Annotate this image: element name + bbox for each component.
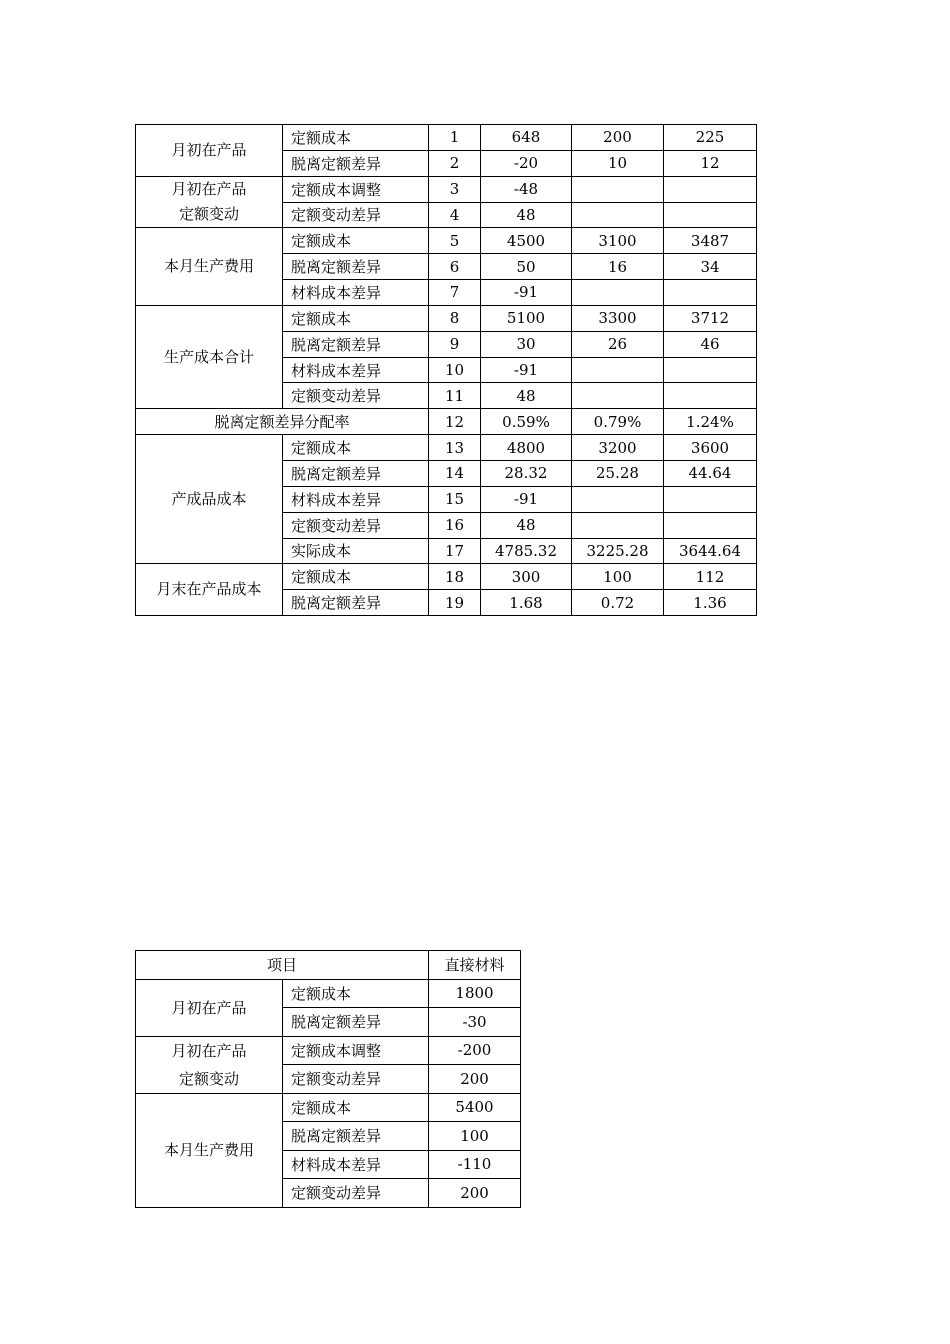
value-cell: 200 [572, 125, 664, 151]
row-number-cell: 19 [429, 590, 481, 616]
value-cell: 46 [664, 331, 757, 357]
item-cell: 定额成本 [283, 979, 429, 1008]
value-cell: -48 [481, 176, 572, 202]
value-cell: 3225.28 [572, 538, 664, 564]
row-number-cell: 5 [429, 228, 481, 254]
row-number-cell: 11 [429, 383, 481, 409]
value-cell: 3100 [572, 228, 664, 254]
value-cell: 16 [572, 254, 664, 280]
value-cell: 0.59% [481, 409, 572, 435]
header-item-cell: 项目 [136, 951, 429, 980]
value-cell: 4800 [481, 435, 572, 461]
value-cell: -200 [429, 1036, 521, 1065]
group-label-cell [136, 125, 283, 177]
value-cell: 100 [572, 564, 664, 590]
row-number-cell: 16 [429, 512, 481, 538]
value-cell: 5400 [429, 1093, 521, 1122]
value-cell: 28.32 [481, 460, 572, 486]
group-label-cell [136, 176, 283, 228]
value-cell: 3644.64 [664, 538, 757, 564]
value-cell: -110 [429, 1150, 521, 1179]
group-label-line: 定额变动 [178, 205, 239, 224]
row-number-cell: 4 [429, 202, 481, 228]
table-row [136, 409, 757, 435]
value-cell: 648 [481, 125, 572, 151]
value-cell [572, 383, 664, 409]
item-cell: 定额成本调整 [283, 176, 429, 202]
value-cell [572, 280, 664, 306]
item-cell: 定额成本 [283, 305, 429, 331]
group-label-cell [136, 305, 283, 408]
row-number-cell: 8 [429, 305, 481, 331]
table-row [136, 125, 757, 151]
group-label-cell [136, 1036, 283, 1093]
value-cell: 3300 [572, 305, 664, 331]
row-number-cell: 12 [429, 409, 481, 435]
item-cell: 脱离定额差异 [283, 1008, 429, 1037]
value-cell: 1.68 [481, 590, 572, 616]
value-cell: -91 [481, 357, 572, 383]
group-label-line: 本月生产费用 [163, 1141, 254, 1159]
item-cell: 材料成本差异 [283, 357, 429, 383]
value-cell: 0.79% [572, 409, 664, 435]
value-cell [664, 383, 757, 409]
item-cell: 定额成本调整 [283, 1036, 429, 1065]
item-cell: 定额成本 [283, 228, 429, 254]
row-number-cell: 3 [429, 176, 481, 202]
group-label-cell [136, 435, 283, 564]
group-label-line: 定额变动 [178, 1069, 239, 1088]
direct-material-table [135, 950, 521, 1208]
value-cell: -91 [481, 486, 572, 512]
item-cell: 定额成本 [283, 125, 429, 151]
row-number-cell: 7 [429, 280, 481, 306]
row-number-cell: 17 [429, 538, 481, 564]
value-cell: 10 [572, 150, 664, 176]
value-cell [572, 202, 664, 228]
group-label-line: 产成品成本 [171, 489, 247, 508]
header-row [136, 951, 521, 980]
value-cell: 5100 [481, 305, 572, 331]
value-cell: 3600 [664, 435, 757, 461]
group-label-cell [136, 979, 283, 1036]
item-cell: 定额成本 [283, 1093, 429, 1122]
value-cell [572, 486, 664, 512]
value-cell: 225 [664, 125, 757, 151]
value-cell: -20 [481, 150, 572, 176]
item-cell: 脱离定额差异 [283, 590, 429, 616]
value-cell: 48 [481, 512, 572, 538]
value-cell: 1800 [429, 979, 521, 1008]
value-cell: 200 [429, 1065, 521, 1094]
value-cell: 1.24% [664, 409, 757, 435]
item-cell: 定额变动差异 [283, 1179, 429, 1208]
group-label-line: 月末在产品成本 [156, 580, 262, 599]
group-label-line: 本月生产费用 [163, 257, 254, 276]
value-cell: 4785.32 [481, 538, 572, 564]
value-cell: 26 [572, 331, 664, 357]
item-cell: 定额成本 [283, 435, 429, 461]
group-label-cell [136, 1093, 283, 1207]
table-row [136, 176, 757, 202]
value-cell: -30 [429, 1008, 521, 1037]
item-cell: 脱离定额差异 [283, 150, 429, 176]
value-cell: 0.72 [572, 590, 664, 616]
value-cell [664, 280, 757, 306]
group-label-cell: 脱离定额差异分配率 [136, 409, 429, 435]
value-cell: 300 [481, 564, 572, 590]
row-number-cell: 15 [429, 486, 481, 512]
value-cell: 25.28 [572, 460, 664, 486]
item-cell: 定额变动差异 [283, 1065, 429, 1094]
item-cell: 定额变动差异 [283, 383, 429, 409]
item-cell: 材料成本差异 [283, 486, 429, 512]
item-cell: 脱离定额差异 [283, 1122, 429, 1151]
value-cell [572, 512, 664, 538]
row-number-cell: 18 [429, 564, 481, 590]
row-number-cell: 10 [429, 357, 481, 383]
row-number-cell: 14 [429, 460, 481, 486]
item-cell: 材料成本差异 [283, 280, 429, 306]
cost-table [135, 124, 757, 616]
value-cell: 48 [481, 202, 572, 228]
value-cell: 50 [481, 254, 572, 280]
value-cell: 112 [664, 564, 757, 590]
group-label-cell [136, 228, 283, 306]
value-cell [664, 357, 757, 383]
group-label-line: 月初在产品 [171, 180, 247, 199]
row-number-cell: 6 [429, 254, 481, 280]
value-cell [572, 357, 664, 383]
group-label-line: 月初在产品 [171, 1041, 247, 1060]
value-cell [664, 202, 757, 228]
table-row [136, 979, 521, 1008]
table-row [136, 1036, 521, 1065]
header-column-cell: 直接材料 [429, 951, 521, 980]
value-cell: 200 [429, 1179, 521, 1208]
group-label-line: 月初在产品 [171, 998, 247, 1017]
value-cell [664, 512, 757, 538]
item-cell: 脱离定额差异 [283, 331, 429, 357]
item-cell: 定额变动差异 [283, 202, 429, 228]
row-number-cell: 2 [429, 150, 481, 176]
value-cell: 34 [664, 254, 757, 280]
value-cell: 1.36 [664, 590, 757, 616]
value-cell: 3487 [664, 228, 757, 254]
value-cell: 3712 [664, 305, 757, 331]
value-cell [664, 176, 757, 202]
item-cell: 脱离定额差异 [283, 460, 429, 486]
item-cell: 定额变动差异 [283, 512, 429, 538]
table-row [136, 228, 757, 254]
table-row [136, 305, 757, 331]
value-cell [572, 176, 664, 202]
value-cell: 30 [481, 331, 572, 357]
table-row [136, 564, 757, 590]
group-label-cell [136, 564, 283, 616]
value-cell: 4500 [481, 228, 572, 254]
value-cell [664, 486, 757, 512]
table-row [136, 1093, 521, 1122]
value-cell: -91 [481, 280, 572, 306]
value-cell: 3200 [572, 435, 664, 461]
value-cell: 44.64 [664, 460, 757, 486]
row-number-cell: 13 [429, 435, 481, 461]
item-cell: 材料成本差异 [283, 1150, 429, 1179]
item-cell: 实际成本 [283, 538, 429, 564]
group-label-line: 月初在产品 [171, 140, 247, 159]
row-number-cell: 1 [429, 125, 481, 151]
item-cell: 脱离定额差异 [283, 254, 429, 280]
value-cell: 100 [429, 1122, 521, 1151]
value-cell: 12 [664, 150, 757, 176]
row-number-cell: 9 [429, 331, 481, 357]
table-row [136, 435, 757, 461]
value-cell: 48 [481, 383, 572, 409]
item-cell: 定额成本 [283, 564, 429, 590]
group-label-line: 生产成本合计 [163, 347, 254, 366]
